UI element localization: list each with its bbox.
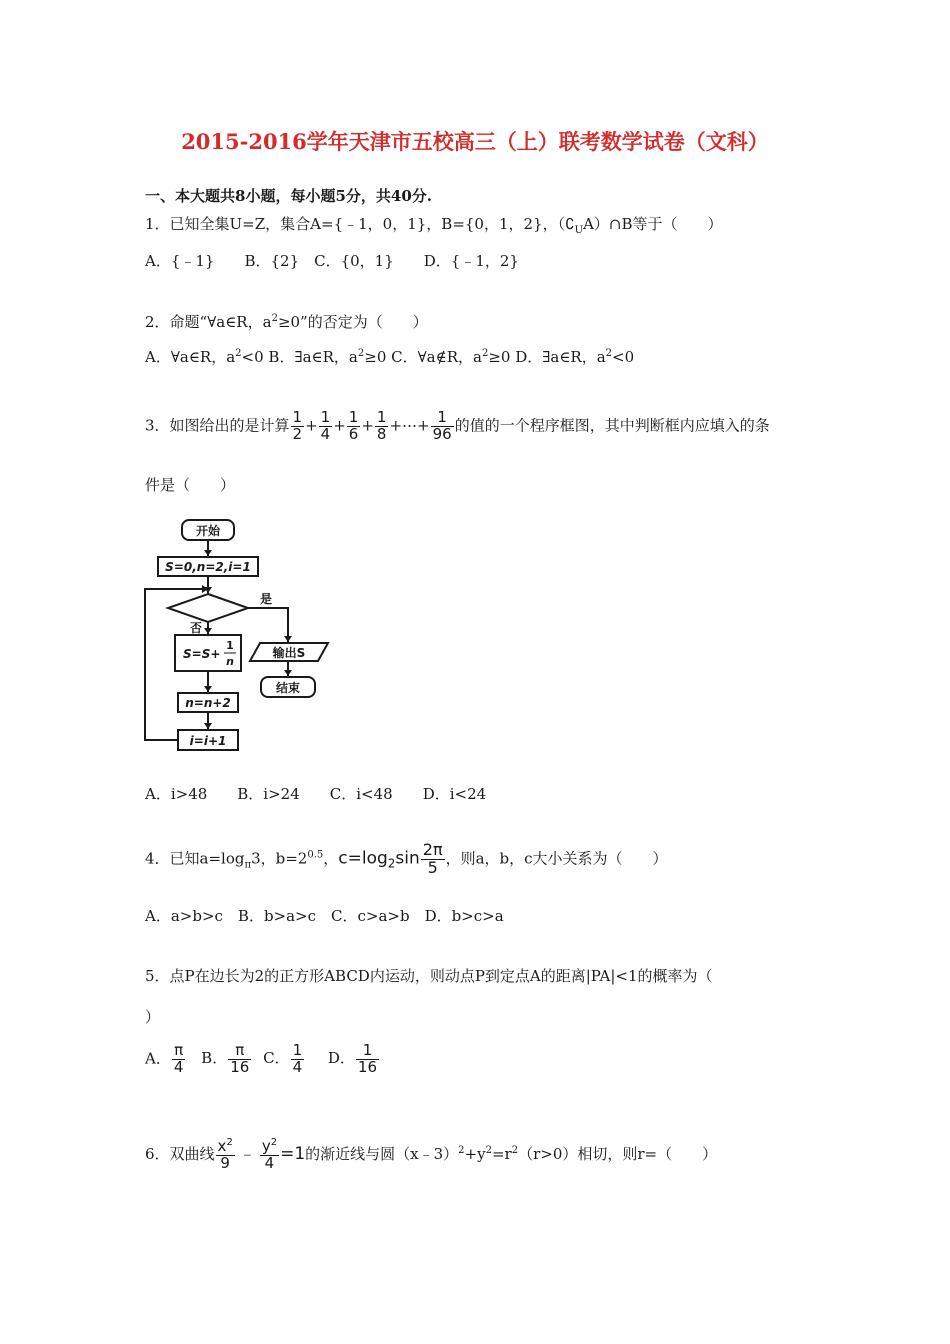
flow-init-label: S=0,n=2,i=1 bbox=[165, 560, 251, 574]
q4-options: A．a>b>c B．b>a>c C．c>a>b D．b>c>a bbox=[145, 907, 504, 925]
flow-update-i-label: i=i+1 bbox=[189, 734, 227, 748]
q4-c-sub: 2 bbox=[387, 856, 396, 871]
flow-update-n-label: n=n+2 bbox=[185, 696, 231, 710]
q3-stem-end: 的值的一个程序框图，其中判断框内应填入的条 bbox=[454, 416, 770, 435]
q5-opt-d-frac: $\frac{1}{16}$ bbox=[357, 1041, 378, 1076]
q3-frac-4: $\frac{1}{8}$ bbox=[376, 408, 387, 443]
q3-frac-1: $\frac{1}{2}$ bbox=[292, 408, 303, 443]
q3-plus-2: + bbox=[333, 416, 346, 435]
question-4 bbox=[145, 842, 668, 877]
flow-update-s-den: n bbox=[226, 655, 234, 668]
flowchart bbox=[140, 512, 340, 772]
q4-stem-mid2: ， bbox=[323, 849, 339, 868]
q5-opt-d-label: D． bbox=[327, 1049, 355, 1068]
q6-minus: ﹣ bbox=[238, 1143, 256, 1164]
q3-frac-3: $\frac{1}{6}$ bbox=[348, 408, 359, 443]
q3-stem-start: 3．如图给出的是计算 bbox=[145, 416, 290, 435]
flow-output-label: 输出S bbox=[272, 646, 306, 660]
q5-opt-c-frac: $\frac{1}{4}$ bbox=[292, 1041, 303, 1076]
q4-sup: 0.5 bbox=[307, 849, 324, 861]
q5-opt-a-label: A． bbox=[145, 1049, 171, 1068]
q4-c-expr: c=log bbox=[338, 848, 388, 869]
q2-opt-d-end: <0 bbox=[612, 348, 635, 366]
q2-opt-b-sup: 2 bbox=[357, 348, 365, 359]
q3-options: A．i>48 B．i>24 C．i<48 D．i<24 bbox=[145, 785, 487, 803]
flow-start-label: 开始 bbox=[195, 524, 221, 538]
flow-end-label: 结束 bbox=[275, 681, 301, 695]
q2-opt-c-end: ≥0 D．∃a∈R，a bbox=[488, 348, 606, 366]
q5-opt-b-frac: $\frac{\pi}{16}$ bbox=[230, 1041, 250, 1076]
q1-stem: 1．已知全集U=Z，集合A={﹣1，0，1}，B={0，1，2}，（∁ bbox=[145, 215, 575, 233]
q5-options bbox=[145, 1043, 380, 1076]
q2-options bbox=[145, 346, 634, 367]
q4-stem-start: 4．已知a=log bbox=[145, 849, 245, 868]
q2-opt-a-sup: 2 bbox=[235, 348, 242, 359]
q4-stem-end: ，则a，b，c大小关系为（ ） bbox=[445, 849, 668, 868]
flow-yes-label: 是 bbox=[260, 592, 273, 606]
q1-sub: U bbox=[574, 225, 584, 236]
question-2 bbox=[145, 311, 428, 332]
q5-opt-b-label: B． bbox=[201, 1049, 228, 1068]
q2-opt-a: A．∀a∈R，a bbox=[145, 348, 236, 366]
flow-update-s-label: S=S+ bbox=[183, 647, 221, 661]
q2-opt-d-sup: 2 bbox=[605, 348, 613, 359]
q4-stem-mid: 3，b=2 bbox=[251, 849, 308, 868]
q3-stem-line2: 件是（ ） bbox=[145, 476, 236, 494]
q6-y-frac: $\frac{y^2}{4}$ bbox=[261, 1137, 278, 1172]
q6-stem-mid: 的渐近线与圆（x﹣3） bbox=[305, 1144, 459, 1163]
section-heading: 一、本大题共8小题，每小题5分，共40分. bbox=[145, 187, 432, 205]
question-6: 6．双曲线 $\frac{x^2}{9}$ ﹣ $\frac{y^2}{4}$ =1的渐近线与圆$(x﹣3)^2+y^2=r^2(r>0)$相切，则r=（ ） bbox=[145, 1137, 718, 1172]
q4-c-sin: sin bbox=[395, 848, 420, 869]
q3-plus-3: + bbox=[361, 416, 374, 435]
question-5: 5．点P在边长为2的正方形ABCD内运动，则动点P到定点A的距离|PA|<1的概率为（ bbox=[145, 967, 713, 985]
exam-title: 2015-2016学年天津市五校高三（上）联考数学试卷（文科） bbox=[181, 129, 769, 154]
q2-opt-c-sup: 2 bbox=[481, 348, 489, 359]
q3-plus-1: + bbox=[305, 416, 318, 435]
q6-stem-start: 6．双曲线 bbox=[145, 1144, 215, 1163]
q3-frac-5: $\frac{1}{96}$ bbox=[432, 408, 452, 443]
q4-c-frac: $\frac{2\pi}{5}$ bbox=[422, 840, 443, 877]
flow-update-s-num: 1 bbox=[226, 639, 234, 652]
q1-options: A．{﹣1} B．{2} C．{0，1} D．{﹣1，2} bbox=[145, 252, 519, 270]
q6-eq: =1 bbox=[280, 1143, 306, 1164]
q2-stem-end: ≥0”的否定为（ ） bbox=[277, 313, 428, 331]
q3-dots: +⋯+ bbox=[389, 416, 430, 435]
q5-stem-line2: ） bbox=[145, 1008, 161, 1026]
q2-stem: 2．命题“∀a∈R，a bbox=[145, 313, 272, 331]
q5-opt-c-label: C． bbox=[263, 1049, 290, 1068]
flow-decision-diamond bbox=[168, 594, 248, 622]
q2-sup: 2 bbox=[271, 313, 278, 324]
q2-opt-b-end: ≥0 C．∀a∉R，a bbox=[364, 348, 482, 366]
q1-stem-end: A）∩B等于（ ） bbox=[583, 215, 723, 233]
flow-no-label: 否 bbox=[190, 621, 203, 635]
q6-x-frac: $\frac{x^2}{9}$ bbox=[217, 1137, 233, 1172]
q4-sub: π bbox=[244, 859, 252, 871]
question-1 bbox=[145, 213, 723, 236]
q3-frac-2: $\frac{1}{4}$ bbox=[320, 408, 331, 443]
q6-stem-end: （r>0）相切，则r=（ ） bbox=[518, 1144, 718, 1163]
q5-opt-a-frac: $\frac{\pi}{4}$ bbox=[173, 1041, 184, 1076]
question-3 bbox=[145, 410, 770, 443]
q2-opt-a-end: <0 B．∃a∈R，a bbox=[241, 348, 358, 366]
